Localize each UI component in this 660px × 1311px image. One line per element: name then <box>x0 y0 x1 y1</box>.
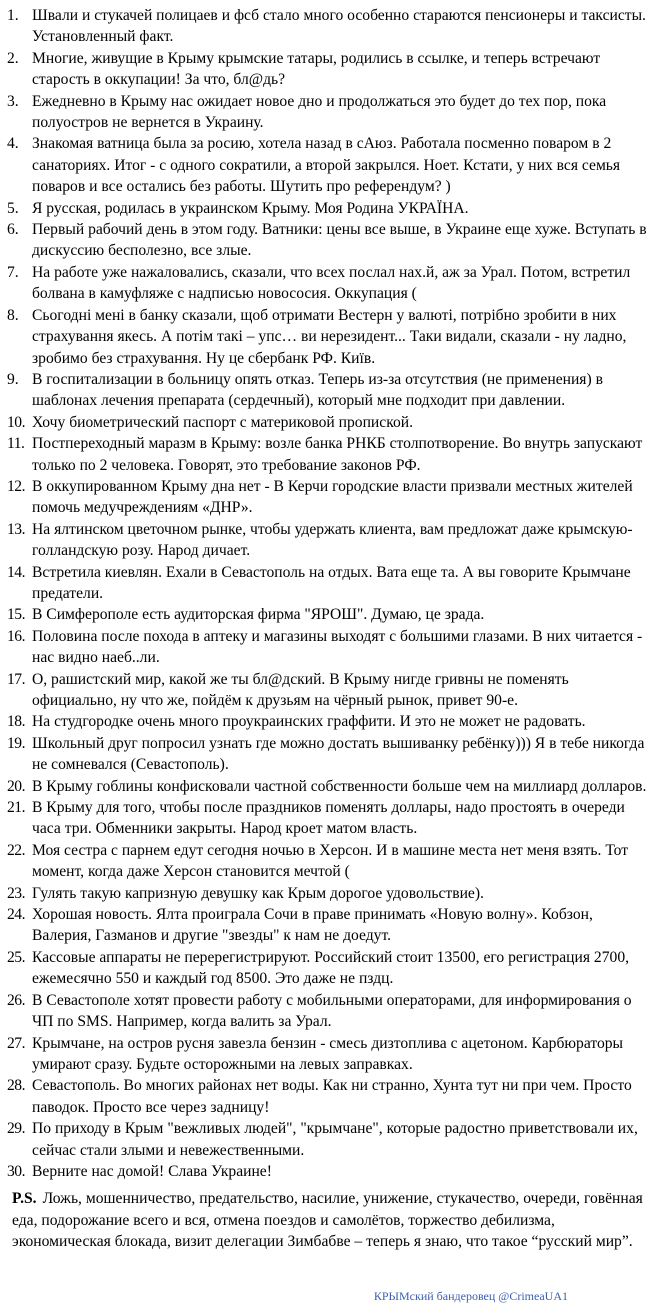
list-item <box>6 626 654 669</box>
list-item <box>6 776 654 797</box>
list-item-number: 15. <box>7 606 25 624</box>
list-item-text: Гулять такую капризную девушку как Крым дорогое удовольствие). <box>32 884 484 902</box>
list-item <box>6 1161 654 1182</box>
list-item <box>6 562 654 605</box>
list-item-number: 20. <box>7 777 25 795</box>
list-item <box>6 947 654 990</box>
list-item-text: Севастополь. Во многих районах нет воды. Как ни странно, Хунта тут ни при чем. Просто паводок. Просто все через задницу! <box>32 1077 632 1116</box>
list-item <box>6 476 654 519</box>
list-item-number: 26. <box>7 991 25 1009</box>
list-item-text: На работе уже нажаловались, сказали, что всех послал нах.й, аж за Урал. Потом, встретил болвана в камуфляже с надписью новососия. Оккупация ( <box>32 263 631 303</box>
list-item <box>6 1118 654 1161</box>
list-item-number: 4. <box>7 135 19 153</box>
list-item-text: На студгородке очень много проукраинских граффити. И это не может не радовать. <box>32 713 586 731</box>
list-item-text: Встретила киевлян. Ехали в Севастополь на отдых. Вата еще та. А вы говорите Крымчане предатели. <box>32 563 631 602</box>
list-item-number: 16. <box>7 627 25 645</box>
list-item-text: В оккупированном Крыму дна нет - В Керчи городские власти призвали местных жителей помочь медучреждениям «ДНР». <box>32 477 633 517</box>
list-item <box>6 219 654 262</box>
list-item-text: В госпитализации в больницу опять отказ. Теперь из-за отсутствия (не применения) в шаблонах лечения препарата (сердечный), который мне подходит при давлении. <box>32 370 603 410</box>
list-item-text: О, рашистский мир, какой же ты бл@дский. В Крыму нигде гривны не поменять официально, ну что же, пойдём к друзьям на чёрный рынок, привет 90-е. <box>32 670 569 709</box>
list-item-text: Школьный друг попросил узнать где можно достать вышиванку ребёнку))) Я в тебе никогда не сомневался (Севастополь). <box>32 734 645 774</box>
list-item-number: 18. <box>7 713 25 731</box>
list-item-number: 22. <box>7 841 25 859</box>
list-item-text: Ежедневно в Крыму нас ожидает новое дно и продолжаться это будет до тех пор, пока полуостров не вернется в Украину. <box>32 92 607 132</box>
list-item <box>6 604 654 625</box>
list-item-text: Швали и стукачей полицаев и фсб стало много особенно стараются пенсионеры и таксисты. Установленный факт. <box>32 7 646 46</box>
list-item <box>6 369 654 412</box>
list-item-number: 7. <box>7 263 19 281</box>
list-item-text: Верните нас домой! Слава Украине! <box>32 1162 272 1180</box>
list-item <box>6 48 654 91</box>
list-item-text: Крымчане, на остров русня завезла бензин - смесь дизтоплива с ацетоном. Карбюраторы умирают сразу. Будьте осторожными на левых заправках. <box>32 1034 624 1073</box>
list-item-number: 11. <box>7 435 25 453</box>
list-item-number: 19. <box>7 734 25 752</box>
list-item-number: 27. <box>7 1034 25 1052</box>
list-item-number: 6. <box>7 221 19 239</box>
list-item-number: 30. <box>7 1162 25 1180</box>
postscript-text: Ложь, мошенничество, предательство, насилие, унижение, стукачество, очереди, говённая еда, подорожание всего и вся, отмена поездов и самолётов, торжество дебилизма, экономическая блокада, визит делегации Зимбабве – теперь я знаю, что такое “русский мир”. <box>12 1190 643 1251</box>
list-item-text: Хорошая новость. Ялта проиграла Сочи в праве принимать «Новую волну». Кобзон, Валерия, Газманов и другие "звезды" к нам не доедут. <box>32 906 593 945</box>
list-item-number: 3. <box>7 92 19 110</box>
list-item-number: 2. <box>7 49 19 67</box>
list-item <box>6 733 654 776</box>
list-item-number: 1. <box>7 7 19 24</box>
list-item <box>6 904 654 947</box>
numbered-list <box>6 5 654 1182</box>
list-item-number: 29. <box>7 1120 25 1138</box>
list-item-number: 5. <box>7 199 19 217</box>
list-item-number: 12. <box>7 477 25 495</box>
list-item <box>6 883 654 904</box>
list-item <box>6 519 654 562</box>
signature-watermark: КРЫМский бандеровец @CrimeaUA1 <box>373 1289 568 1303</box>
list-item <box>6 305 654 369</box>
list-item <box>6 5 654 48</box>
list-item-text: Хочу биометрический паспорт с материковой пропиской. <box>32 413 414 431</box>
list-item <box>6 797 654 840</box>
list-item-number: 21. <box>7 799 25 817</box>
list-item-text: Многие, живущие в Крыму крымские татары, родились в ссылке, и теперь встречают старость в оккупации! За что, бл@дь? <box>32 49 601 89</box>
postscript-label: P.S. <box>12 1190 37 1208</box>
list-item <box>6 433 654 476</box>
list-item-text: Половина после похода в аптеку и магазины выходят с большими глазами. В них читается - нас видно наеб..ли. <box>32 627 643 667</box>
list-item-text: На ялтинском цветочном рынке, чтобы удержать клиента, вам предложат даже крымскую-голландскую розу. Народ дичает. <box>32 520 633 560</box>
postscript <box>6 1188 654 1252</box>
list-item-number: 28. <box>7 1077 25 1095</box>
list-item <box>6 669 654 712</box>
list-item-number: 25. <box>7 948 25 966</box>
list-item <box>6 1033 654 1076</box>
list-item-number: 23. <box>7 884 25 902</box>
list-item <box>6 412 654 433</box>
list-item <box>6 990 654 1033</box>
list-item <box>6 198 654 219</box>
list-item-text: Постпереходный маразм в Крыму: возле банка РНКБ столпотворение. Во внутрь запускают только по 2 человека. Говорят, это требование законов РФ. <box>32 435 643 474</box>
list-item-number: 17. <box>7 670 25 688</box>
list-item-text: В Симферополе есть аудиторская фирма "ЯРОШ". Думаю, це зрада. <box>32 606 485 624</box>
list-item-text: В Севастополе хотят провести работу с мобильными операторами, для информирования о ЧП по SMS. Например, когда валить за Урал. <box>32 991 632 1031</box>
list-item <box>6 91 654 134</box>
list-item-text: Первый рабочий день в этом году. Ватники: цены все выше, в Украине еще хуже. Вступать в дискуссию бесполезно, все злые. <box>32 221 647 260</box>
list-item <box>6 840 654 883</box>
list-item-text: В Крыму для того, чтобы после праздников поменять доллары, надо простоять в очереди часа три. Обменники закрыты. Народ кроет матом власть. <box>32 799 625 838</box>
list-item-number: 10. <box>7 413 25 431</box>
list-item-text: Я русская, родилась в украинском Крыму. Моя Родина УКРАЇНА. <box>32 199 469 217</box>
list-item <box>6 262 654 305</box>
list-item-text: В Крыму гоблины конфисковали частной собственности больше чем на миллиард долларов. <box>32 777 647 795</box>
list-item-text: Сьогодні мені в банку сказали, щоб отримати Вестерн у валюті, потрібно зробити в них страхування якесь. А потім такі – упс… ви нерезидент... Таки видали, сказали - ну ладно, зробимо без страхування. Ну це сбербанк РФ. Київ. <box>32 306 627 367</box>
list-item-number: 13. <box>7 520 25 538</box>
list-item-text: Моя сестра с парнем едут сегодня ночью в Херсон. И в машине места нет меня взять. Тот момент, когда даже Херсон становится мечтой ( <box>32 841 629 881</box>
list-item <box>6 1075 654 1118</box>
list-item-text: По приходу в Крым "вежливых людей", "крымчане", которые радостно приветствовали их, сейчас стали злыми и невежественными. <box>32 1120 638 1159</box>
list-item-number: 14. <box>7 563 25 581</box>
list-item-number: 9. <box>7 370 19 388</box>
list-item <box>6 133 654 197</box>
list-item-text: Кассовые аппараты не перерегистрируют. Российский стоит 13500, его регистрация 2700, ежемесячно 550 и каждый год 8500. Это даже не пздц. <box>32 948 630 988</box>
list-item-number: 24. <box>7 906 25 924</box>
list-item-text: Знакомая ватница была за росию, хотела назад в сАюз. Работала посменно поваром в 2 санаториях. Итог - с одного сократили, а второй закрылся. Ноет. Кстати, у них вся семья поваров и все остались без работы. Шутить про референдум? ) <box>32 135 621 196</box>
list-item-number: 8. <box>7 306 19 324</box>
list-item <box>6 711 654 732</box>
